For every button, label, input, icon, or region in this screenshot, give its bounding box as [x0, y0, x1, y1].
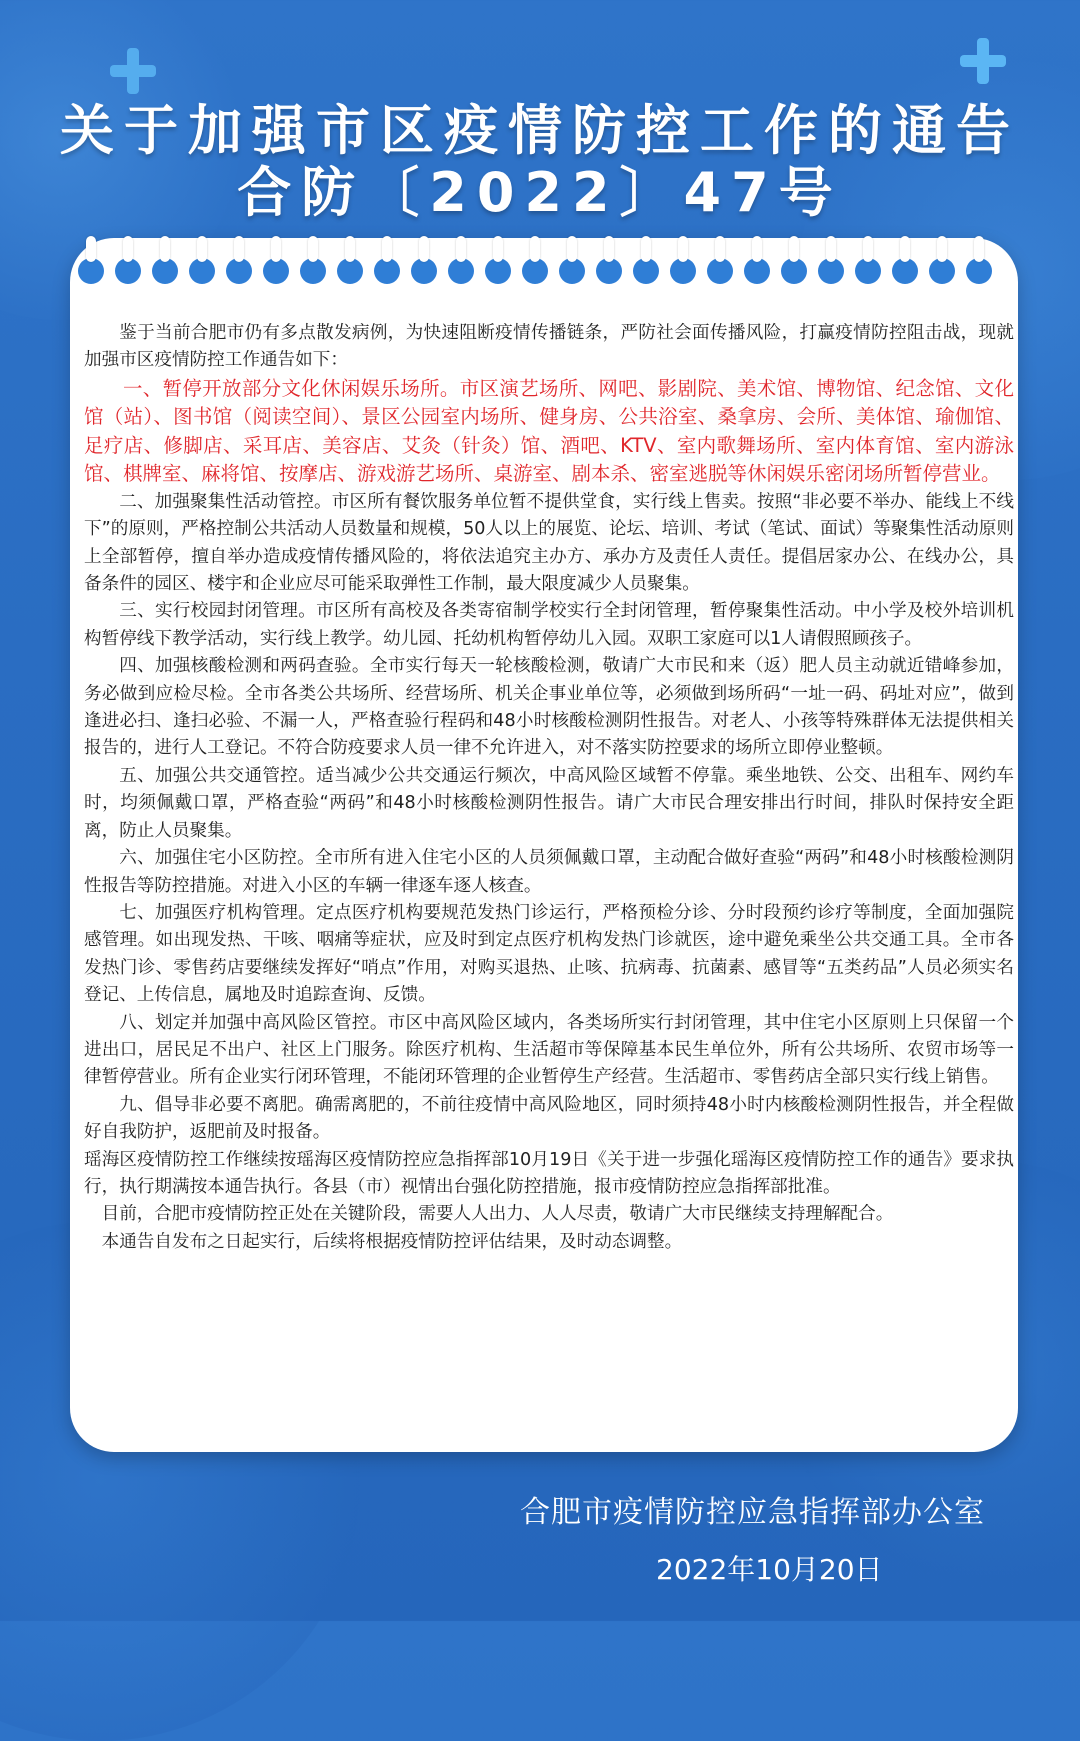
binder-ring	[818, 258, 844, 284]
binder-ring	[781, 258, 807, 284]
notice-body	[84, 320, 1014, 1256]
item-9-paragraph: 九、倡导非必要不离肥。确需离肥的，不前往疫情中高风险地区，同时须持48小时内核酸检测阴性报告，并全程做好自我防护，返肥前及时报备。	[84, 1094, 1014, 1143]
binder-ring	[522, 258, 548, 284]
binder-ring	[411, 258, 437, 284]
item-2-paragraph: 二、加强聚集性活动管控。市区所有餐饮服务单位暂不提供堂食，实行线上售卖。按照“非必要不举办、能线上不线下”的原则，严格控制公共活动人员数量和规模，50人以上的展览、论坛、培训、考试（笔试、面试）等聚集性活动原则上全部暂停，擅自举办造成疫情传播风险的，将依法追究主办方、承办方及责任人责任。提倡居家办公、在线办公，具备条件的园区、楼宇和企业应尽可能采取弹性工作制，最大限度减少人员聚集。	[84, 491, 1014, 595]
binder-ring	[633, 258, 659, 284]
binder-ring	[485, 258, 511, 284]
intro-paragraph: 鉴于当前合肥市仍有多点散发病例，为快速阻断疫情传播链条，严防社会面传播风险，打赢疫情防控阻击战，现就加强市区疫情防控工作通告如下：	[84, 323, 1014, 371]
binder-ring	[596, 258, 622, 284]
binder-ring	[337, 258, 363, 284]
item-5-paragraph: 五、加强公共交通管控。适当减少公共交通运行频次，中高风险区域暂不停靠。乘坐地铁、公交、出租车、网约车时，均须佩戴口罩，严格查验“两码”和48小时核酸检测阴性报告。请广大市民合理安排出行时间，排队时保持安全距离，防止人员聚集。	[84, 765, 1014, 841]
item-7-paragraph: 七、加强医疗机构管理。定点医疗机构要规范发热门诊运行，严格预检分诊、分时段预约诊疗等制度，全面加强院感管理。如出现发热、干咳、咽痛等症状，应及时到定点医疗机构发热门诊就医，途中避免乘坐公共交通工具。全市各发热门诊、零售药店要继续发挥好“哨点”作用，对购买退热、止咳、抗病毒、抗菌素、感冒等“五类药品”人员必须实名登记、上传信息，属地及时追踪查询、反馈。	[84, 902, 1014, 1006]
item-6-paragraph: 六、加强住宅小区防控。全市所有进入住宅小区的人员须佩戴口罩，主动配合做好查验“两码”和48小时核酸检测阴性报告等防控措施。对进入小区的车辆一律逐车逐人核查。	[84, 848, 1014, 896]
yaohai-paragraph: 瑶海区疫情防控工作继续按瑶海区疫情防控应急指挥部10月19日《关于进一步强化瑶海区疫情防控工作的通告》要求执行，执行期满按本通告执行。各县（市）视情出台强化防控措施，报市疫情防控应急指挥部批准。	[84, 1149, 1014, 1197]
binder-ring	[559, 258, 585, 284]
binder-ring	[929, 258, 955, 284]
binder-ring	[966, 258, 992, 284]
binder-ring	[226, 258, 252, 284]
doc-number: 合防〔2022〕47号	[237, 161, 843, 224]
issuer-name: 合肥市疫情防控应急指挥部办公室	[520, 1495, 985, 1530]
binder-ring	[300, 258, 326, 284]
binder-ring	[374, 258, 400, 284]
binder-ring	[707, 258, 733, 284]
binder-ring	[744, 258, 770, 284]
binder-ring	[892, 258, 918, 284]
binder-rings	[78, 240, 1008, 300]
item-4-paragraph: 四、加强核酸检测和两码查验。全市实行每天一轮核酸检测，敬请广大市民和来（返）肥人员主动就近错峰参加，务必做到应检尽检。全市各类公共场所、经营场所、机关企事业单位等，必须做到场所码“一址一码、码址对应”，做到逢进必扫、逢扫必验、不漏一人，严格查验行程码和48小时核酸检测阴性报告。对老人、小孩等特殊群体无法提供相关报告的，进行人工登记。不符合防疫要求人员一律不允许进入，对不落实防控要求的场所立即停业整顿。	[84, 656, 1014, 759]
binder-ring	[152, 258, 178, 284]
effective-paragraph: 本通告自发布之日起实行，后续将根据疫情防控评估结果，及时动态调整。	[101, 1231, 683, 1252]
binder-ring	[670, 258, 696, 284]
binder-ring	[115, 258, 141, 284]
item-1-paragraph: 一、暂停开放部分文化休闲娱乐场所。市区演艺场所、网吧、影剧院、美术馆、博物馆、纪念馆、文化馆（站）、图书馆（阅读空间）、景区公园室内场所、健身房、公共浴室、桑拿房、会所、美体馆、瑜伽馆、足疗店、修脚店、采耳店、美容店、艾灸（针灸）馆、酒吧、KTV、室内歌舞场所、室内体育馆、室内游泳馆、棋牌室、麻将馆、按摩店、游戏游艺场所、桌游室、剧本杀、密室逃脱等休闲娱乐密闭场所暂停营业。	[84, 376, 1014, 486]
item-8-paragraph: 八、划定并加强中高风险区管控。市区中高风险区域内，各类场所实行封闭管理，其中住宅小区原则上只保留一个进出口，居民足不出户、社区上门服务。除医疗机构、生活超市等保障基本民生单位外，所有公共场所、农贸市场等一律暂停营业。所有企业实行闭环管理，不能闭环管理的企业暂停生产经营。生活超市、零售药店全部只实行线上销售。	[84, 1012, 1014, 1088]
closing-paragraph: 目前，合肥市疫情防控正处在关键阶段，需要人人出力、人人尽责，敬请广大市民继续支持理解配合。	[101, 1204, 894, 1225]
binder-ring	[855, 258, 881, 284]
item-3-paragraph: 三、实行校园封闭管理。市区所有高校及各类寄宿制学校实行全封闭管理，暂停聚集性活动。中小学及校外培训机构暂停线下教学活动，实行线上教学。幼儿园、托幼机构暂停幼儿入园。双职工家庭可以1人请假照顾孩子。	[84, 601, 1014, 649]
binder-ring	[448, 258, 474, 284]
binder-ring	[189, 258, 215, 284]
binder-ring	[263, 258, 289, 284]
plus-icon	[960, 38, 1006, 84]
notice-title: 关于加强市区疫情防控工作的通告	[60, 99, 1020, 162]
issue-date: 2022年10月20日	[656, 1553, 883, 1586]
binder-ring	[78, 258, 104, 284]
